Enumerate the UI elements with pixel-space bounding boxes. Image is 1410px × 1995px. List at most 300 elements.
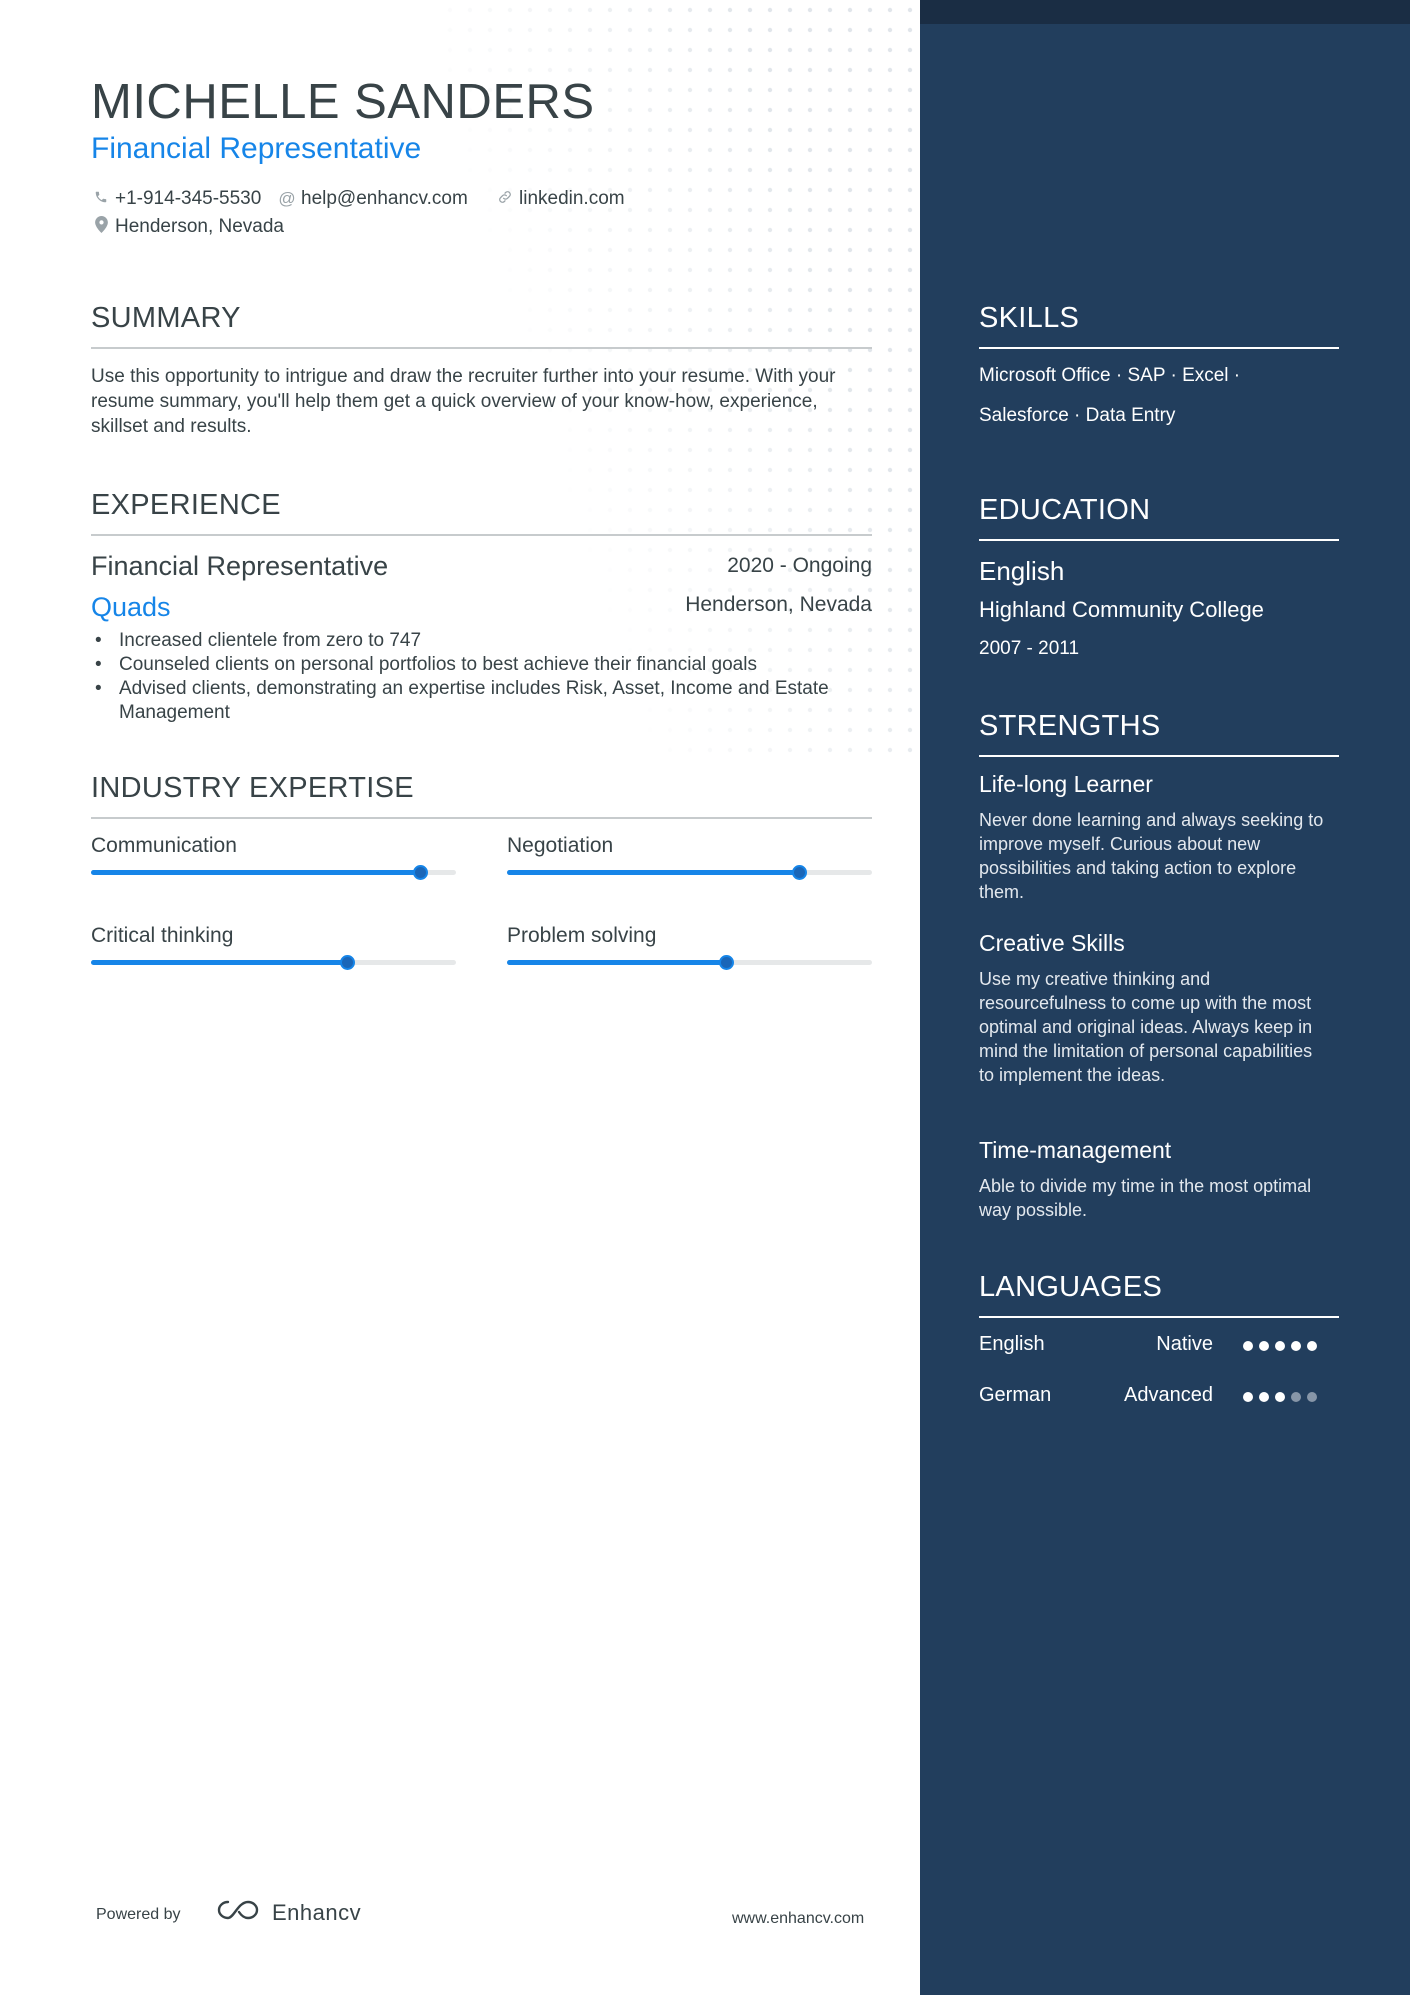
decorative-dot xyxy=(668,228,672,232)
decorative-dot xyxy=(908,388,912,392)
decorative-dot xyxy=(648,728,652,732)
decorative-dot xyxy=(588,248,592,252)
decorative-dot xyxy=(908,448,912,452)
decorative-dot xyxy=(908,628,912,632)
decorative-dot xyxy=(888,528,892,532)
decorative-dot xyxy=(448,68,452,72)
decorative-dot xyxy=(588,228,592,232)
decorative-dot xyxy=(748,128,752,132)
decorative-dot xyxy=(888,148,892,152)
decorative-dot xyxy=(888,48,892,52)
decorative-dot xyxy=(888,628,892,632)
decorative-dot xyxy=(628,48,632,52)
decorative-dot xyxy=(708,728,712,732)
decorative-dot xyxy=(688,168,692,172)
decorative-dot xyxy=(668,8,672,12)
decorative-dot xyxy=(848,168,852,172)
decorative-dot xyxy=(868,148,872,152)
decorative-dot xyxy=(528,28,532,32)
decorative-dot xyxy=(528,228,532,232)
decorative-dot xyxy=(868,248,872,252)
decorative-dot xyxy=(888,128,892,132)
decorative-dot xyxy=(648,548,652,552)
decorative-dot xyxy=(528,8,532,12)
decorative-dot xyxy=(788,588,792,592)
decorative-dot xyxy=(468,28,472,32)
decorative-dot xyxy=(628,28,632,32)
decorative-dot xyxy=(668,208,672,212)
decorative-dot xyxy=(688,148,692,152)
decorative-dot xyxy=(848,128,852,132)
decorative-dot xyxy=(848,28,852,32)
decorative-dot xyxy=(528,248,532,252)
decorative-dot xyxy=(808,288,812,292)
decorative-dot xyxy=(908,708,912,712)
education-dates: 2007 - 2011 xyxy=(979,638,1080,659)
decorative-dot xyxy=(668,608,672,612)
decorative-dot xyxy=(568,48,572,52)
decorative-dot xyxy=(548,168,552,172)
decorative-dot xyxy=(608,48,612,52)
decorative-dot xyxy=(908,348,912,352)
decorative-dot xyxy=(768,228,772,232)
decorative-dot xyxy=(888,288,892,292)
decorative-dot xyxy=(808,448,812,452)
decorative-dot xyxy=(908,248,912,252)
decorative-dot xyxy=(508,228,512,232)
decorative-dot xyxy=(668,168,672,172)
decorative-dot xyxy=(888,408,892,412)
link-icon xyxy=(495,189,515,210)
decorative-dot xyxy=(908,408,912,412)
decorative-dot xyxy=(748,108,752,112)
decorative-dot xyxy=(668,108,672,112)
decorative-dot xyxy=(908,688,912,692)
decorative-dot xyxy=(788,188,792,192)
decorative-dot xyxy=(848,228,852,232)
decorative-dot xyxy=(808,168,812,172)
decorative-dot xyxy=(488,208,492,212)
language-proficiency-dots xyxy=(1237,1392,1317,1402)
decorative-dot xyxy=(848,288,852,292)
decorative-dot xyxy=(788,548,792,552)
decorative-dot xyxy=(868,748,872,752)
decorative-dot xyxy=(648,188,652,192)
decorative-dot xyxy=(848,8,852,12)
sidebar-top-strip xyxy=(920,0,1410,24)
decorative-dot xyxy=(448,8,452,12)
decorative-dot xyxy=(588,288,592,292)
decorative-dot xyxy=(648,68,652,72)
decorative-dot xyxy=(888,168,892,172)
decorative-dot xyxy=(908,8,912,12)
decorative-dot xyxy=(628,208,632,212)
decorative-dot xyxy=(888,668,892,672)
decorative-dot xyxy=(748,288,752,292)
expertise-item xyxy=(91,834,456,875)
decorative-dot xyxy=(488,168,492,172)
decorative-dot xyxy=(748,188,752,192)
decorative-dot xyxy=(908,148,912,152)
experience-location: Henderson, Nevada xyxy=(685,593,872,616)
decorative-dot xyxy=(908,168,912,172)
decorative-dot xyxy=(708,548,712,552)
decorative-dot xyxy=(668,748,672,752)
strength-title: Life-long Learner xyxy=(979,771,1153,797)
decorative-dot xyxy=(628,468,632,472)
decorative-dot xyxy=(888,748,892,752)
decorative-dot xyxy=(648,248,652,252)
decorative-dot xyxy=(868,88,872,92)
decorative-dot xyxy=(788,48,792,52)
decorative-dot xyxy=(788,88,792,92)
decorative-dot xyxy=(868,208,872,212)
decorative-dot xyxy=(908,588,912,592)
decorative-dot xyxy=(728,108,732,112)
decorative-dot xyxy=(908,748,912,752)
decorative-dot xyxy=(608,548,612,552)
decorative-dot xyxy=(748,548,752,552)
decorative-dot xyxy=(768,168,772,172)
decorative-dot xyxy=(628,548,632,552)
decorative-dot xyxy=(808,468,812,472)
decorative-dot xyxy=(808,548,812,552)
decorative-dot xyxy=(748,448,752,452)
footer-brand: Enhancv xyxy=(272,1899,362,1925)
decorative-dot xyxy=(668,28,672,32)
decorative-dot xyxy=(848,248,852,252)
decorative-dot xyxy=(788,468,792,472)
decorative-dot xyxy=(688,128,692,132)
decorative-dot xyxy=(748,28,752,32)
candidate-name: MICHELLE SANDERS xyxy=(91,75,595,129)
sidebar xyxy=(920,0,1410,1995)
decorative-dot xyxy=(608,168,612,172)
decorative-dot xyxy=(508,248,512,252)
decorative-dot xyxy=(808,108,812,112)
contact-location xyxy=(91,216,284,238)
decorative-dot xyxy=(508,8,512,12)
infinity-logo-icon xyxy=(214,1898,262,1927)
decorative-dot xyxy=(668,188,672,192)
decorative-dot xyxy=(908,268,912,272)
decorative-dot xyxy=(868,588,872,592)
decorative-dot xyxy=(828,548,832,552)
decorative-dot xyxy=(688,468,692,472)
decorative-dot xyxy=(748,248,752,252)
strength-title: Time-management xyxy=(979,1137,1172,1163)
decorative-dot xyxy=(888,188,892,192)
contact-phone[interactable] xyxy=(91,188,261,210)
decorative-dot xyxy=(828,748,832,752)
decorative-dot xyxy=(708,128,712,132)
contact-email[interactable] xyxy=(277,188,468,210)
decorative-dot xyxy=(828,188,832,192)
decorative-dot xyxy=(908,308,912,312)
decorative-dot xyxy=(708,248,712,252)
proficiency-dot xyxy=(1243,1392,1253,1402)
decorative-dot xyxy=(708,28,712,32)
decorative-dot xyxy=(528,48,532,52)
decorative-dot xyxy=(888,108,892,112)
strengths-heading: STRENGTHS xyxy=(979,710,1339,757)
decorative-dot xyxy=(668,88,672,92)
decorative-dot xyxy=(908,188,912,192)
decorative-dot xyxy=(688,108,692,112)
decorative-dot xyxy=(668,68,672,72)
decorative-dot xyxy=(788,128,792,132)
decorative-dot xyxy=(848,588,852,592)
decorative-dot xyxy=(888,228,892,232)
decorative-dot xyxy=(708,48,712,52)
decorative-dot xyxy=(728,228,732,232)
decorative-dot xyxy=(568,268,572,272)
decorative-dot xyxy=(708,108,712,112)
decorative-dot xyxy=(568,148,572,152)
decorative-dot xyxy=(648,128,652,132)
decorative-dot xyxy=(808,248,812,252)
decorative-dot xyxy=(768,108,772,112)
decorative-dot xyxy=(748,208,752,212)
decorative-dot xyxy=(548,148,552,152)
decorative-dot xyxy=(908,528,912,532)
decorative-dot xyxy=(908,508,912,512)
experience-company: Quads xyxy=(91,592,171,622)
decorative-dot xyxy=(708,68,712,72)
decorative-dot xyxy=(828,208,832,212)
expertise-label: Communication xyxy=(91,834,237,857)
decorative-dot xyxy=(528,288,532,292)
decorative-dot xyxy=(608,28,612,32)
contact-link[interactable] xyxy=(495,188,625,210)
decorative-dot xyxy=(628,148,632,152)
decorative-dot xyxy=(808,268,812,272)
decorative-dot xyxy=(468,8,472,12)
decorative-dot xyxy=(728,28,732,32)
decorative-dot xyxy=(768,728,772,732)
decorative-dot xyxy=(608,8,612,12)
decorative-dot xyxy=(788,748,792,752)
decorative-dot xyxy=(668,728,672,732)
education-heading: EDUCATION xyxy=(979,494,1339,541)
decorative-dot xyxy=(828,588,832,592)
footer-powered-by: Powered by xyxy=(96,1906,181,1923)
decorative-dot xyxy=(688,8,692,12)
strength-description: Able to divide my time in the most optimal way possible. xyxy=(979,1176,1312,1220)
decorative-dot xyxy=(548,8,552,12)
decorative-dot xyxy=(708,448,712,452)
expertise-label: Problem solving xyxy=(507,924,657,947)
decorative-dot xyxy=(788,28,792,32)
expertise-slider-knob xyxy=(792,865,807,880)
decorative-dot xyxy=(488,68,492,72)
decorative-dot xyxy=(688,228,692,232)
decorative-dot xyxy=(648,288,652,292)
decorative-dot xyxy=(848,468,852,472)
decorative-dot xyxy=(588,48,592,52)
decorative-dot xyxy=(648,208,652,212)
decorative-dot xyxy=(888,88,892,92)
decorative-dot xyxy=(548,288,552,292)
decorative-dot xyxy=(768,128,772,132)
decorative-dot xyxy=(608,68,612,72)
decorative-dot xyxy=(628,608,632,612)
decorative-dot xyxy=(888,688,892,692)
experience-bullets xyxy=(91,629,872,725)
decorative-dot xyxy=(908,468,912,472)
decorative-dot xyxy=(728,468,732,472)
decorative-dot xyxy=(728,88,732,92)
experience-role: Financial Representative xyxy=(91,551,389,581)
decorative-dot xyxy=(648,588,652,592)
decorative-dot xyxy=(708,468,712,472)
footer-url[interactable]: www.enhancv.com xyxy=(732,1910,865,1927)
decorative-dot xyxy=(808,208,812,212)
decorative-dot xyxy=(888,548,892,552)
decorative-dot xyxy=(668,448,672,452)
decorative-dot xyxy=(768,48,772,52)
decorative-dot xyxy=(668,568,672,572)
decorative-dot xyxy=(888,68,892,72)
decorative-dot xyxy=(748,88,752,92)
decorative-dot xyxy=(648,48,652,52)
decorative-dot xyxy=(888,368,892,372)
decorative-dot xyxy=(688,448,692,452)
expertise-item xyxy=(507,834,872,875)
decorative-dot xyxy=(888,348,892,352)
decorative-dot xyxy=(568,248,572,252)
decorative-dot xyxy=(488,228,492,232)
decorative-dot xyxy=(788,288,792,292)
summary-text: Use this opportunity to intrigue and draw the recruiter further into your resume. With your resume summary, you'll help them get a quick overview of your know-how, experience, skillset and results. xyxy=(91,366,836,437)
decorative-dot xyxy=(708,568,712,572)
decorative-dot xyxy=(788,728,792,732)
decorative-dot xyxy=(808,88,812,92)
decorative-dot xyxy=(788,148,792,152)
decorative-dot xyxy=(768,268,772,272)
decorative-dot xyxy=(568,288,572,292)
decorative-dot xyxy=(888,588,892,592)
decorative-dot xyxy=(688,208,692,212)
decorative-dot xyxy=(868,28,872,32)
proficiency-dot xyxy=(1275,1392,1285,1402)
decorative-dot xyxy=(488,8,492,12)
decorative-dot xyxy=(688,548,692,552)
decorative-dot xyxy=(828,108,832,112)
location-pin-icon xyxy=(91,216,111,238)
decorative-dot xyxy=(828,288,832,292)
language-name: German xyxy=(979,1384,1052,1406)
decorative-dot xyxy=(728,188,732,192)
decorative-dot xyxy=(648,108,652,112)
decorative-dot xyxy=(588,8,592,12)
decorative-dot xyxy=(608,108,612,112)
decorative-dot xyxy=(548,248,552,252)
decorative-dot xyxy=(868,128,872,132)
decorative-dot xyxy=(908,428,912,432)
decorative-dot xyxy=(628,568,632,572)
decorative-dot xyxy=(628,68,632,72)
decorative-dot xyxy=(868,48,872,52)
decorative-dot xyxy=(528,148,532,152)
decorative-dot xyxy=(868,448,872,452)
expertise-slider-fill xyxy=(507,870,799,875)
decorative-dot xyxy=(708,588,712,592)
decorative-dot xyxy=(688,68,692,72)
decorative-dot xyxy=(728,248,732,252)
decorative-dot xyxy=(808,588,812,592)
decorative-dot xyxy=(828,228,832,232)
decorative-dot xyxy=(728,268,732,272)
decorative-dot xyxy=(488,48,492,52)
decorative-dot xyxy=(768,88,772,92)
decorative-dot xyxy=(768,288,772,292)
decorative-dot xyxy=(548,68,552,72)
decorative-dot xyxy=(888,388,892,392)
decorative-dot xyxy=(668,148,672,152)
decorative-dot xyxy=(668,248,672,252)
decorative-dot xyxy=(728,208,732,212)
decorative-dot xyxy=(628,8,632,12)
expertise-slider-track xyxy=(507,960,872,965)
decorative-dot xyxy=(748,748,752,752)
decorative-dot xyxy=(908,368,912,372)
decorative-dot xyxy=(828,248,832,252)
phone-icon xyxy=(91,189,111,209)
decorative-dot xyxy=(488,188,492,192)
decorative-dot xyxy=(808,48,812,52)
experience-heading: EXPERIENCE xyxy=(91,489,872,536)
decorative-dot xyxy=(728,548,732,552)
decorative-dot xyxy=(728,68,732,72)
decorative-dot xyxy=(808,748,812,752)
decorative-dot xyxy=(868,188,872,192)
decorative-dot xyxy=(748,468,752,472)
decorative-dot xyxy=(908,128,912,132)
location-text: Henderson, Nevada xyxy=(115,216,284,237)
decorative-dot xyxy=(908,648,912,652)
decorative-dot xyxy=(828,88,832,92)
decorative-dot xyxy=(868,468,872,472)
decorative-dot xyxy=(568,168,572,172)
decorative-dot xyxy=(828,728,832,732)
decorative-dot xyxy=(828,468,832,472)
decorative-dot xyxy=(628,188,632,192)
decorative-dot xyxy=(788,8,792,12)
decorative-dot xyxy=(908,608,912,612)
decorative-dot xyxy=(728,148,732,152)
decorative-dot xyxy=(688,568,692,572)
expertise-slider-track xyxy=(507,870,872,875)
decorative-dot xyxy=(908,548,912,552)
decorative-dot xyxy=(828,28,832,32)
decorative-dot xyxy=(748,588,752,592)
decorative-dot xyxy=(628,248,632,252)
decorative-dot xyxy=(628,448,632,452)
decorative-dot xyxy=(908,568,912,572)
decorative-dot xyxy=(908,108,912,112)
decorative-dot xyxy=(688,48,692,52)
decorative-dot xyxy=(728,48,732,52)
decorative-dot xyxy=(768,68,772,72)
decorative-dot xyxy=(888,8,892,12)
education-school: Highland Community College xyxy=(979,597,1264,622)
decorative-dot xyxy=(768,28,772,32)
enhancv-logo[interactable] xyxy=(214,1898,361,1927)
link-text: linkedin.com xyxy=(519,188,625,209)
decorative-dot xyxy=(888,268,892,272)
decorative-dot xyxy=(528,168,532,172)
